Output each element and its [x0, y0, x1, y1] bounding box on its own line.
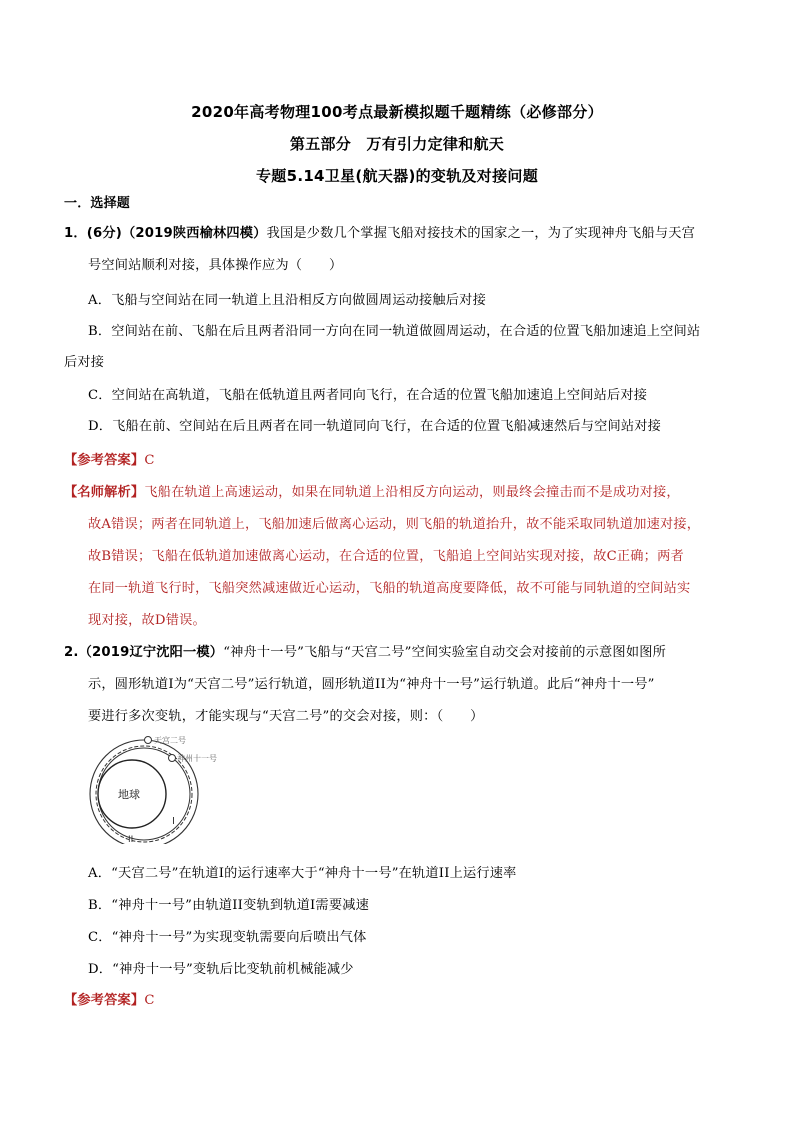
orbit-1-label: I [172, 816, 175, 827]
tiangong-marker [145, 737, 152, 744]
q1-analysis-line2: 故A错误；两者在同轨道上，飞船加速后做离心运动，则飞船的轨道抬升，故不能采取同轨道加速对接， [88, 517, 701, 532]
q2-intro: 2.（2019辽宁沈阳一模） [64, 645, 224, 660]
q1-answer-label: 【参考答案】 [64, 453, 145, 468]
topic-title: 专题5.14卫星(航天器)的变轨及对接问题 [255, 167, 539, 185]
shenzhou-label: 神州十一号 [177, 754, 217, 763]
q2-stem-line2: 示，圆形轨道I为“天宫二号”运行轨道，圆形轨道II为“神舟十一号”运行轨道。此后“神舟十一号” [88, 677, 655, 692]
q1-stem-a: 我国是少数几个掌握飞船对接技术的国家之一，为了实现神舟飞船与天宫 [266, 226, 695, 241]
q1-option-b-line1: B．空间站在前、飞船在后且两者沿同一方向在同一轨道做圆周运动，在合适的位置飞船加速追上空间站 [88, 324, 701, 339]
orbit-2-label: II [128, 835, 134, 844]
q1-analysis-line1 [64, 481, 680, 500]
q2-option-a: A．“天宫二号”在轨道I的运行速率大于“神舟十一号”在轨道II上运行速率 [88, 866, 517, 881]
q1-analysis-line3: 故B错误；飞船在低轨道加速做离心运动，在合适的位置，飞船追上空间站实现对接，故C正确；两者 [88, 549, 684, 564]
doc-title: 2020年高考物理100考点最新模拟题千题精练（必修部分） [191, 103, 603, 121]
q1-stem-line2: 号空间站顺利对接，具体操作应为（ ） [88, 258, 343, 273]
q1-option-b-line2: 后对接 [64, 355, 105, 370]
part-title: 第五部分 万有引力定律和航天 [289, 135, 505, 153]
q1-intro: 1．(6分)（2019陕西榆林四模） [64, 226, 267, 241]
q2-option-c: C．“神舟十一号”为实现变轨需要向后喷出气体 [88, 930, 367, 945]
q1-answer-value: C [144, 453, 155, 468]
q1-analysis-text1: 飞船在轨道上高速运动，如果在同轨道上沿相反方向运动，则最终会撞击而不是成功对接， [144, 485, 680, 500]
q1-option-c: C．空间站在高轨道，飞船在低轨道且两者同向飞行，在合适的位置飞船加速追上空间站后对接 [88, 388, 648, 403]
earth-label: 地球 [118, 788, 140, 801]
shenzhou-marker [169, 755, 176, 762]
q2-stem-a: “神舟十一号”飞船与“天宫二号”空间实验室自动交会对接前的示意图如图所 [223, 645, 666, 660]
q2-answer [64, 989, 155, 1008]
tiangong-label: 天宫二号 [154, 736, 186, 745]
q1-stem-line1 [64, 222, 695, 241]
orbit-diagram [84, 732, 224, 844]
q1-answer [64, 449, 155, 468]
q1-option-a: A．飞船与空间站在同一轨道上且沿相反方向做圆周运动接触后对接 [88, 293, 486, 308]
q2-stem-line1 [64, 641, 666, 660]
q1-analysis-label: 【名师解析】 [64, 485, 145, 500]
q1-analysis-line5: 现对接，故D错误。 [88, 613, 206, 628]
q2-option-d: D．“神舟十一号”变轨后比变轨前机械能减少 [88, 962, 354, 977]
section-label: 一．选择题 [64, 196, 131, 211]
q2-answer-value: C [144, 993, 155, 1008]
q2-option-b: B．“神舟十一号”由轨道II变轨到轨道I需要减速 [88, 898, 369, 913]
q2-stem-line3: 要进行多次变轨，才能实现与“天宫二号”的交会对接，则：（ ） [88, 709, 484, 724]
q1-option-d: D．飞船在前、空间站在后且两者在同一轨道同向飞行，在合适的位置飞船减速然后与空间站对接 [88, 419, 662, 434]
q1-analysis-line4: 在同一轨道飞行时，飞船突然减速做近心运动，飞船的轨道高度要降低，故不可能与同轨道的空间站实 [88, 581, 691, 596]
q2-answer-label: 【参考答案】 [64, 993, 145, 1008]
